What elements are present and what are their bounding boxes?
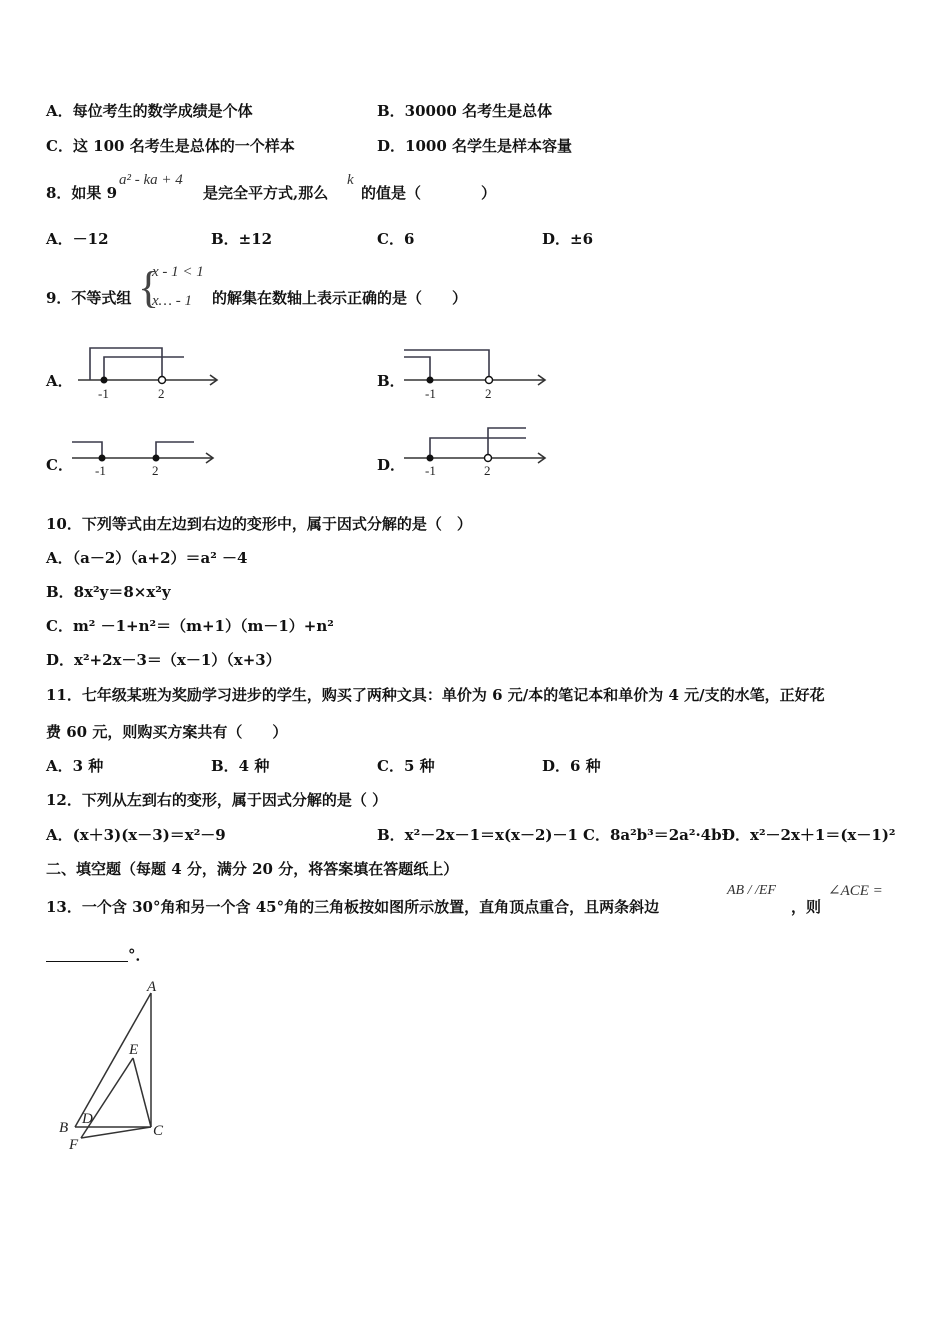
q8-k: k xyxy=(347,172,354,188)
q10-option-a: A．（a－2）（a+2）＝a² －4 xyxy=(46,549,248,567)
system-brace: { xyxy=(138,263,160,312)
q8-option-a: A．－12 xyxy=(46,230,109,248)
q9-prefix: 9．不等式组 xyxy=(46,289,132,307)
q8-prefix: 8．如果 9 xyxy=(46,184,118,202)
tick-label-right: 2 xyxy=(158,386,165,401)
tick-label-left: -1 xyxy=(95,463,106,478)
q8-expression: a² - ka + 4 xyxy=(119,172,183,188)
q9-label-b: B． xyxy=(377,372,405,390)
tick-label-right: 2 xyxy=(152,463,159,478)
number-line-b xyxy=(404,344,554,404)
number-line-a xyxy=(78,344,228,404)
q11-option-a: A．3 种 xyxy=(46,757,104,775)
q11-stem-line1: 11．七年级某班为奖励学习进步的学生，购买了两种文具：单价为 6 元/本的笔记本和单价为 4 元/支的水笔，正好花 xyxy=(46,686,825,704)
triangle-figure xyxy=(55,975,185,1155)
q10-option-c: C．m² －1+n²＝（m+1）（m－1）+n² xyxy=(46,617,334,635)
q10-option-b: B．8x²y＝8×x²y xyxy=(46,583,171,601)
section-heading: 二、填空题（每题 4 分，满分 20 分，将答案填在答题纸上） xyxy=(46,860,459,878)
q8-option-d: D．±6 xyxy=(542,230,594,248)
q12-option-a: A．(x＋3)(x－3)＝x²－9 xyxy=(46,826,226,844)
q12-option-d: D．x²－2x＋1＝(x－1)² xyxy=(722,826,896,844)
q12-option-b: B．x²－2x－1＝x(x－2)－1 xyxy=(377,826,578,844)
q13-stem: 13．一个含 30°角和另一个含 45°角的三角板按如图所示放置，直角顶点重合，且两条斜边 xyxy=(46,898,660,916)
q12-stem: 12．下列从左到右的变形，属于因式分解的是（ ） xyxy=(46,791,388,809)
q13-answer-line xyxy=(46,945,151,965)
answer-blank[interactable] xyxy=(46,947,128,962)
q9-suffix: 的解集在数轴上表示正确的是（ ） xyxy=(212,289,468,307)
q11-stem-line2: 费 60 元，则购买方案共有（ ） xyxy=(46,723,288,741)
q7-option-b: B．30000 名考生是总体 xyxy=(377,102,553,120)
q7-option-a: A．每位考生的数学成绩是个体 xyxy=(46,102,253,120)
vertex-label-f: F xyxy=(69,1137,79,1153)
q13-then: ，则 xyxy=(791,898,822,916)
q8-mid: 是完全平方式,那么 xyxy=(203,184,329,202)
q9-label-d: D． xyxy=(377,456,406,474)
tick-label-left: -1 xyxy=(425,386,436,401)
vertex-label-c: C xyxy=(153,1123,164,1139)
q11-option-d: D．6 种 xyxy=(542,757,601,775)
q7-option-c: C．这 100 名考生是总体的一个样本 xyxy=(46,137,295,155)
q13-degree: °． xyxy=(128,946,151,964)
q8-suffix: 的值是（ ） xyxy=(361,184,497,202)
q8-option-c: C．6 xyxy=(377,230,415,248)
tick-label-left: -1 xyxy=(425,463,436,478)
q13-angle: ∠ACE = xyxy=(828,883,883,899)
vertex-label-b: B xyxy=(59,1120,69,1136)
q12-option-c: C．8a²b³＝2a²·4b³ xyxy=(583,826,729,844)
q10-stem: 10．下列等式由左边到右边的变形中，属于因式分解的是（ ） xyxy=(46,515,472,533)
q9-inequality-2: x… - 1 xyxy=(152,293,192,309)
tick-label-right: 2 xyxy=(485,386,492,401)
vertex-label-d: D xyxy=(82,1111,93,1127)
q7-option-d: D．1000 名学生是样本容量 xyxy=(377,137,572,155)
q9-label-c: C． xyxy=(46,456,73,474)
q9-label-a: A． xyxy=(46,372,73,390)
q10-option-d: D．x²+2x－3＝（x－1）（x+3） xyxy=(46,651,281,669)
tick-label-right: 2 xyxy=(484,463,491,478)
q8-option-b: B．±12 xyxy=(211,230,273,248)
q9-inequality-1: x - 1 < 1 xyxy=(152,264,204,280)
vertex-label-e: E xyxy=(129,1042,139,1058)
q11-option-c: C．5 种 xyxy=(377,757,435,775)
number-line-d xyxy=(404,424,554,484)
q11-option-b: B．4 种 xyxy=(211,757,270,775)
vertex-label-a: A xyxy=(147,979,157,995)
number-line-c xyxy=(72,434,222,484)
tick-label-left: -1 xyxy=(98,386,109,401)
q13-parallel: AB / /EF xyxy=(727,883,776,898)
